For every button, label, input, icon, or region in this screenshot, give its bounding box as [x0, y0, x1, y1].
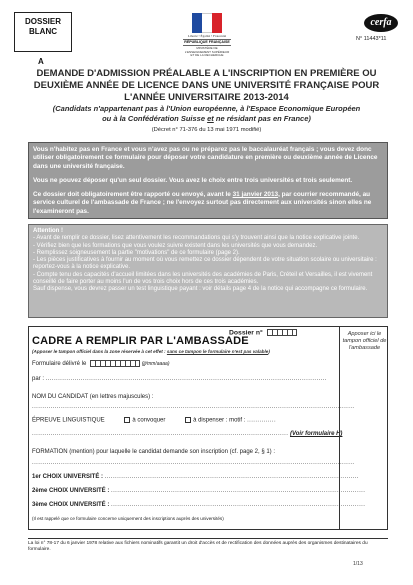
cadre-note-warning: sans ce tampon le formulaire n'est pas valable: [166, 349, 269, 354]
choice-2-row[interactable]: 2ème CHOIX UNIVERSITÉ : ...........................................................................................................................: [32, 488, 366, 494]
formation-row: [32, 449, 334, 455]
subtitle-part: ou à la Confédération Suisse: [102, 113, 208, 123]
candidate-name-line[interactable]: ............................................................................................................................................................: [32, 404, 355, 410]
notice-text: , par courrier recommandé, au service culturel de l'ambassade de France ; ne l'envoyez surtout pas directement aux universités sinon elles ne l'examineront pas.: [33, 191, 372, 215]
choice-3-row[interactable]: 3ème CHOIX UNIVERSITÉ : ...........................................................................................................................: [32, 502, 366, 508]
cerfa-number: N° 11443*11: [356, 36, 387, 42]
voir-formulaire-h: (Voir formulaire H): [289, 431, 343, 437]
choice-3-label: 3ème CHOIX UNIVERSITÉ :: [32, 502, 110, 508]
cadre-title: CADRE A REMPLIR PAR L'AMBASSADE: [32, 335, 249, 347]
dispenser-label: à dispenser : motif :: [193, 417, 246, 424]
dispenser-checkbox[interactable]: [185, 417, 191, 423]
french-flag-icon: [192, 13, 222, 33]
delivery-date-label: Formulaire délivré le: [32, 361, 87, 368]
document-title: [10, 68, 403, 104]
cerfa-logo: cerfa: [364, 14, 398, 32]
candidate-name-row[interactable]: [32, 394, 334, 400]
dossier-type-box: [14, 12, 72, 52]
attention-item: - Les pièces justificatives à fournir au moment où vous remettez ce dossier dépendent de votre situation scolaire ou universitaire : reportez-vous à la notice explicative.: [33, 257, 377, 271]
notice-paragraph: [33, 191, 383, 216]
attention-item: Sauf dispense, vous devrez passer un test linguistique payant : voir détails page 4 de la notice qui accompagne ce formulaire.: [33, 286, 368, 293]
attention-box: [28, 224, 388, 318]
embassy-form-frame: [28, 326, 388, 530]
notice-text: Ce dossier doit obligatoirement être rapporté ou envoyé, avant le: [33, 191, 233, 199]
delivery-date-row[interactable]: [32, 360, 334, 367]
choice-1-label: 1er CHOIX UNIVERSITÉ :: [32, 474, 104, 480]
dossier-label: DOSSIER: [24, 17, 61, 26]
notice-paragraph: Vous ne pouvez déposer qu'un seul dossier. Vous avez le choix entre trois universités et trois seulement.: [33, 176, 353, 184]
choice-1-row[interactable]: 1er CHOIX UNIVERSITÉ : ...........................................................................................................................: [32, 474, 359, 480]
cadre-note-text: ): [268, 349, 270, 354]
title-line: DEUXIÈME ANNÉE DE LICENCE DANS UNE UNIVERSITÉ FRANÇAISE POUR: [33, 80, 380, 91]
par-label: par :: [32, 376, 45, 382]
choice-2-label: 2ème CHOIX UNIVERSITÉ :: [32, 488, 110, 494]
formation-line[interactable]: ............................................................................................................................................................: [32, 460, 355, 466]
dossier-number-boxes[interactable]: [267, 329, 297, 336]
title-line: L'ANNÉE UNIVERSITAIRE 2013-2014: [124, 92, 289, 103]
subtitle-part: ne résidant pas en France): [213, 113, 311, 123]
university-reminder: (Il est rappelé que ce formulaire concerne uniquement des inscriptions auprès des universités): [32, 516, 224, 521]
subtitle-line: (Candidats n'appartenant pas à l'Union européenne, à l'Espace Economique Européen: [52, 104, 361, 113]
subtitle-et: et: [207, 113, 214, 123]
attention-item: - Avant de remplir ce dossier, lisez attentivement les recommandations qui s'y trouvent ainsi que la notice explicative jointe.: [33, 235, 360, 242]
attention-item: - Compte tenu des capacités d'accueil limitées dans les universités des académies de Paris, Créteil et Versailles, il est vivement conseillé de faire porter au moins l'un de vos trois choix hors de ces trois académies.: [33, 271, 373, 286]
dossier-letter: A: [38, 57, 44, 66]
epreuve-row: ÉPREUVE LINGUISTIQUE à convoquer à dispenser : motif : ..............: [32, 417, 277, 424]
logo-ministry: MINISTÈRE DE L'ENSEIGNEMENT SUPÉRIEUR ET DE LA RECHERCHE: [184, 46, 230, 58]
embassy-stamp-area: [339, 327, 389, 529]
formation-label: FORMATION (mention) pour laquelle le candidat demande son inscription (cf. page 2, § 1) :: [32, 449, 276, 455]
notice-paragraph: Vous n'habitez pas en France et vous n'avez pas ou ne préparez pas le baccalauréat français ; vous devez donc utiliser obligatoirement ce formulaire pour déposer votre candidature en première ou deuxième année de Licence dans une université française.: [33, 146, 378, 170]
title-line: DEMANDE D'ADMISSION PRÉALABLE A L'INSCRIPTION EN PREMIÈRE OU: [36, 68, 377, 79]
epreuve-label: ÉPREUVE LINGUISTIQUE: [32, 417, 105, 424]
logo-country: RÉPUBLIQUE FRANÇAISE: [184, 40, 230, 44]
legal-footer: La loi n° 78-17 du 6 janvier 1978 relative aux fichiers nominatifs garantit un droit d'accès et de rectification des données auprès des organismes destinataires du formulaire.: [28, 538, 388, 553]
page-number: 1/13: [353, 561, 363, 567]
par-row[interactable]: par : ........................................................................................................................................: [32, 376, 327, 382]
stamp-note: Apposer ici le tampon officiel de l'ambassade: [342, 331, 387, 351]
attention-item: - Vérifiez bien que les formations que vous voulez suivre existent dans les universités que vous demandez.: [33, 242, 318, 249]
dossier-number-label: Dossier n°: [229, 329, 263, 337]
document-subtitle: [10, 104, 403, 123]
date-format-hint: (jj/mm/aaaa): [141, 361, 170, 368]
subtitle-line: [10, 114, 403, 124]
cadre-note-text: (Apposer le tampon officiel dans la zone réservée à cet effet :: [32, 349, 167, 354]
republique-francaise-logo: [183, 13, 231, 61]
convoquer-label: à convoquer: [132, 417, 166, 424]
cadre-note: [32, 349, 270, 354]
motif-line[interactable]: ............................................................................................................................ (Voir formulaire H): [32, 431, 343, 437]
dossier-color-label: BLANC: [29, 27, 57, 36]
candidate-name-label: NOM DU CANDIDAT (en lettres majuscules) :: [32, 394, 154, 400]
convoquer-checkbox[interactable]: [124, 417, 130, 423]
decree-reference: (Décret n° 71-376 du 13 mai 1971 modifié): [151, 127, 262, 133]
deadline-date: 31 janvier 2013: [232, 191, 279, 199]
attention-item: - Remplissez soigneusement la partie "motivations" de ce formulaire (page 2).: [33, 249, 240, 256]
important-notice-box: [28, 142, 388, 219]
delivery-date-boxes[interactable]: [90, 360, 140, 367]
attention-heading: Attention !: [33, 228, 63, 234]
logo-motto: Liberté • Égalité • Fraternité: [187, 34, 227, 38]
